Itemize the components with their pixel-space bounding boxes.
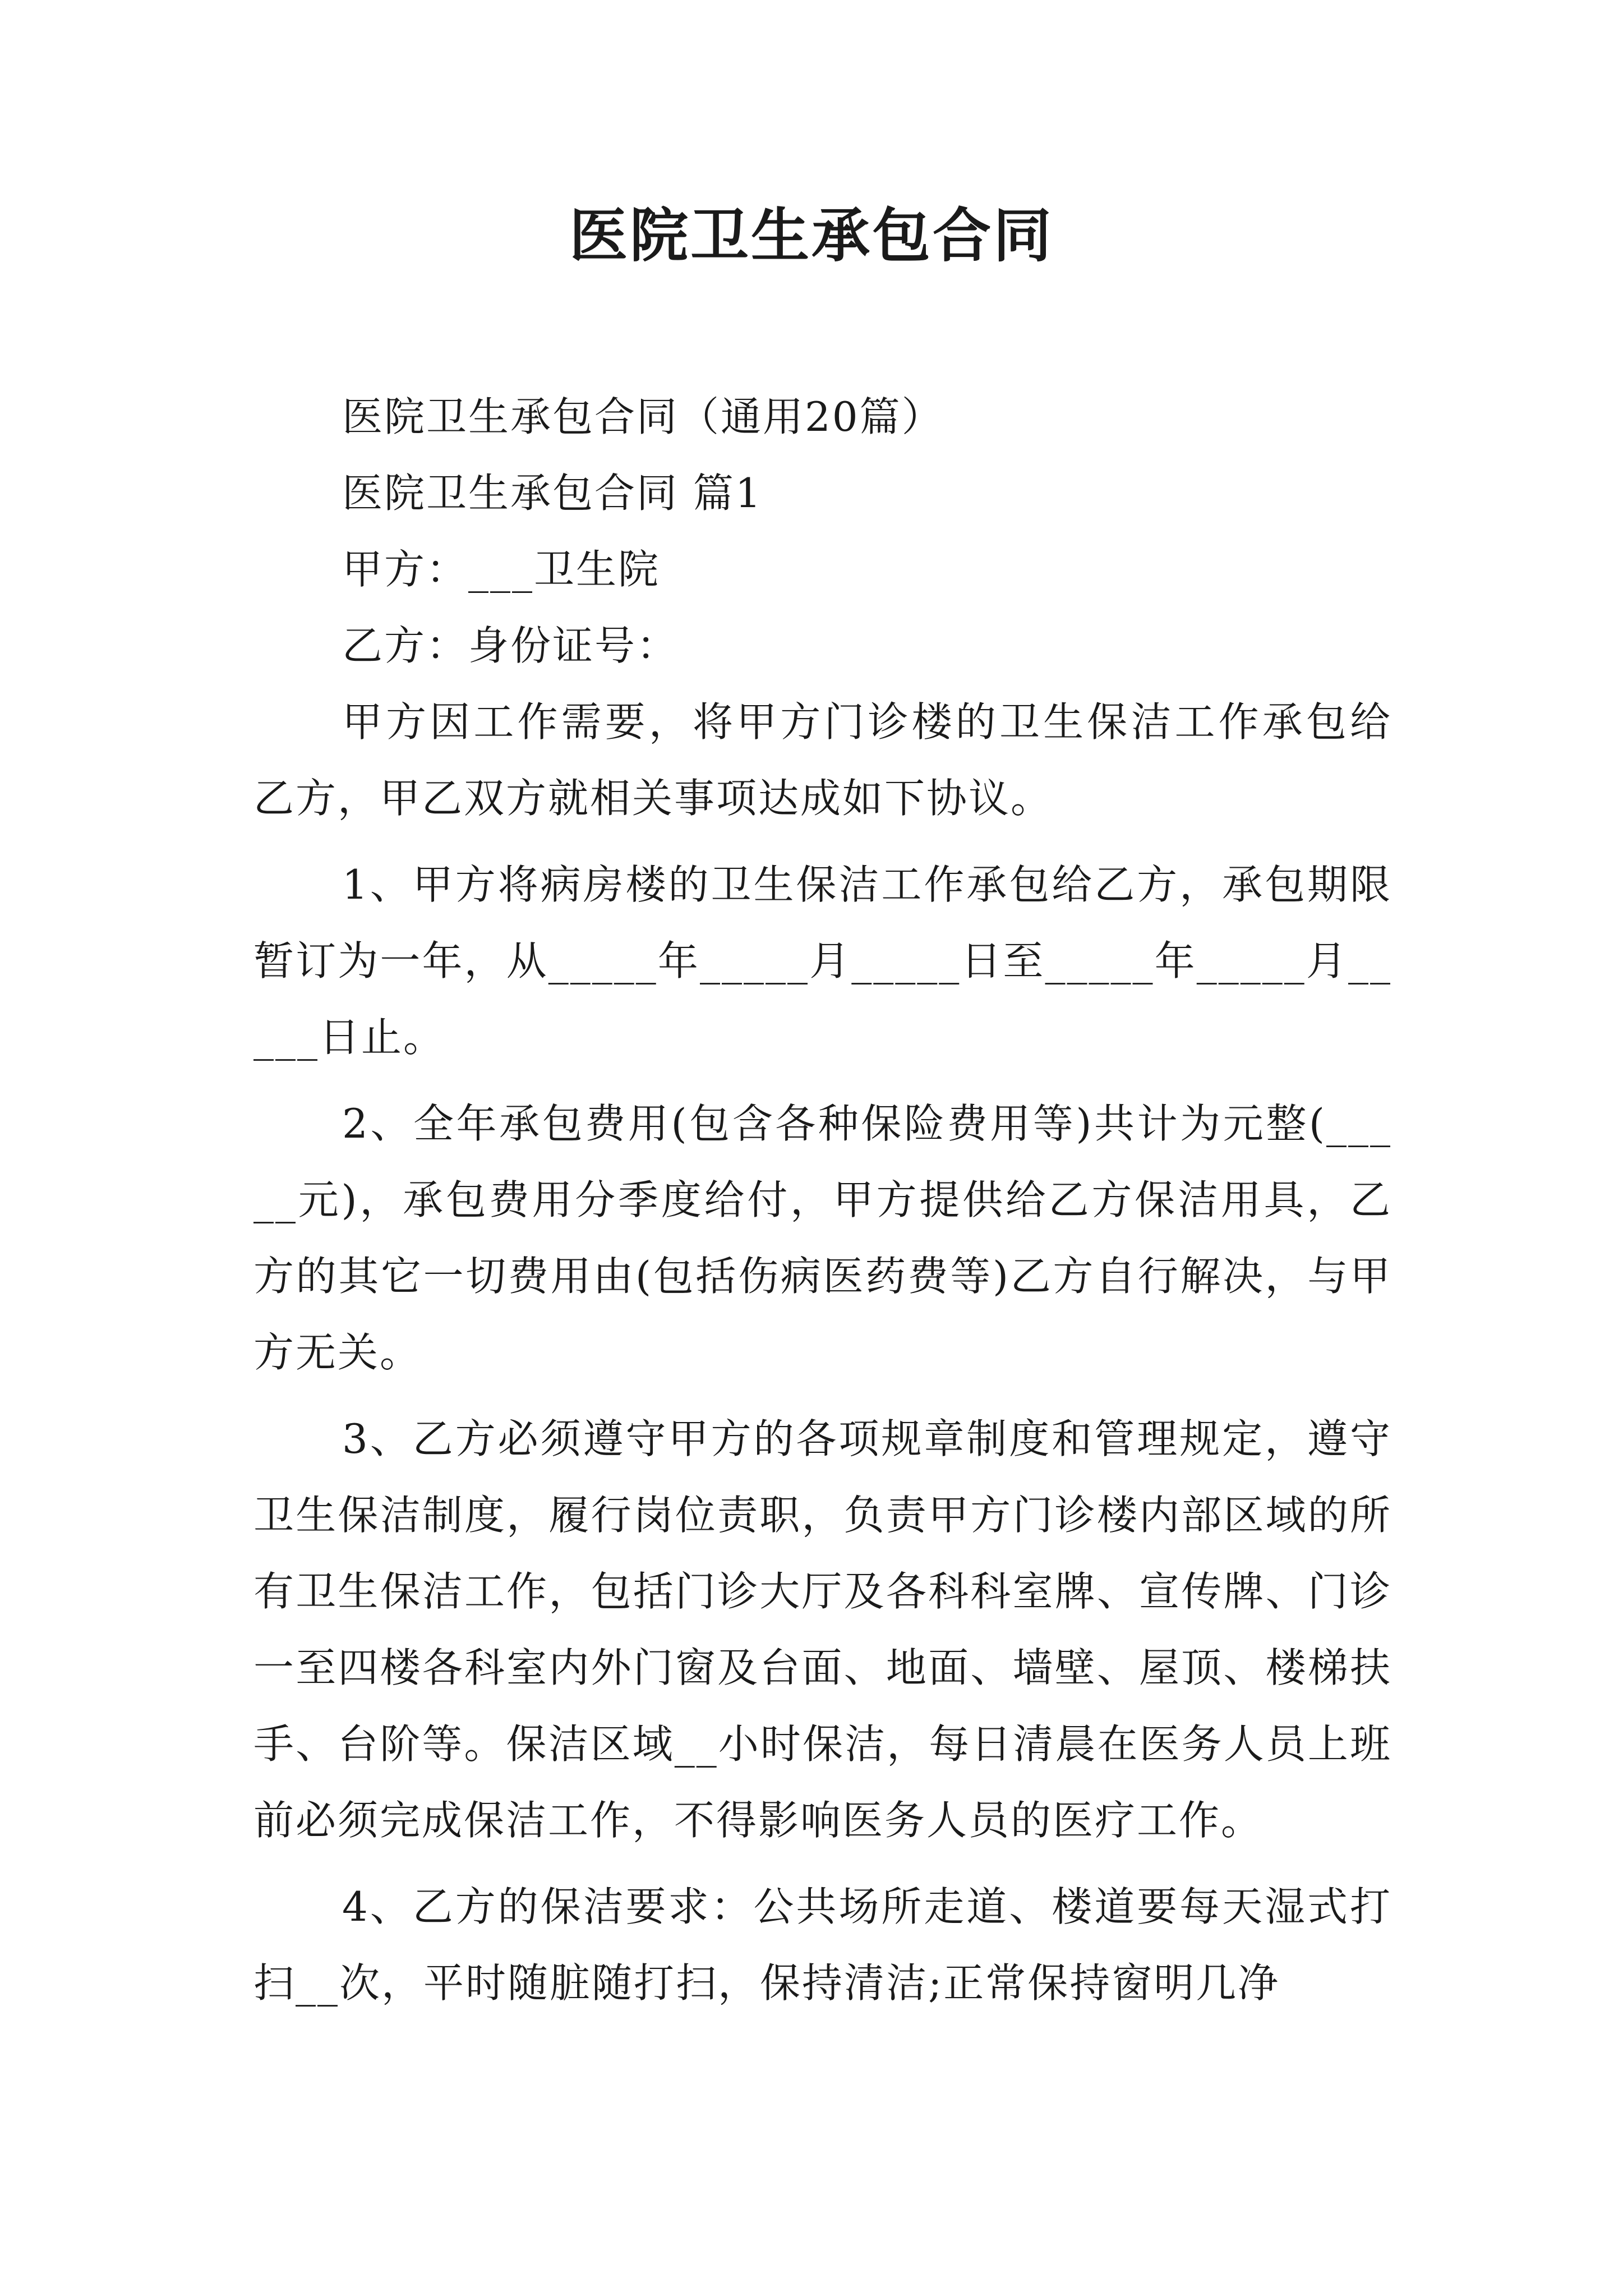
paragraph-clause-4: 4、乙方的保洁要求：公共场所走道、楼道要每天湿式打扫__次，平时随脏随打扫，保持清洁;正常保持窗明几净 [253, 1883, 1392, 2007]
paragraph-clause-1: 1、甲方将病房楼的卫生保洁工作承包给乙方，承包期限暂订为一年，从_____年_____月_____日至_____年_____月_____日止。 [253, 861, 1392, 1061]
document-title: 医院卫生承包合同 [569, 201, 1054, 270]
section-heading: 医院卫生承包合同 篇1 [342, 470, 763, 517]
party-b-line: 乙方：身份证号： [342, 622, 679, 669]
paragraph-intro: 甲方因工作需要，将甲方门诊楼的卫生保洁工作承包给乙方，甲乙双方就相关事项达成如下协议。 [253, 698, 1392, 822]
paragraph-clause-3: 3、乙方必须遵守甲方的各项规章制度和管理规定，遵守卫生保洁制度，履行岗位责职，负责甲方门诊楼内部区域的所有卫生保洁工作，包括门诊大厅及各科科室牌、宣传牌、门诊一至四楼各科室内外门窗及台面、地面、墙壁、屋顶、楼梯扶手、台阶等。保洁区域__小时保洁，每日清晨在医务人员上班前必须完成保洁工作，不得影响医务人员的医疗工作。 [253, 1415, 1392, 1844]
party-a-line: 甲方：___卫生院 [342, 546, 661, 593]
document-body [253, 379, 1392, 2021]
paragraph-clause-2: 2、全年承包费用(包含各种保险费用等)共计为元整(_____元)，承包费用分季度给付，甲方提供给乙方保洁用具，乙方的其它一切费用由(包括伤病医药费等)乙方自行解决，与甲方无关。 [253, 1100, 1392, 1376]
document-subtitle: 医院卫生承包合同（通用20篇） [342, 393, 944, 440]
